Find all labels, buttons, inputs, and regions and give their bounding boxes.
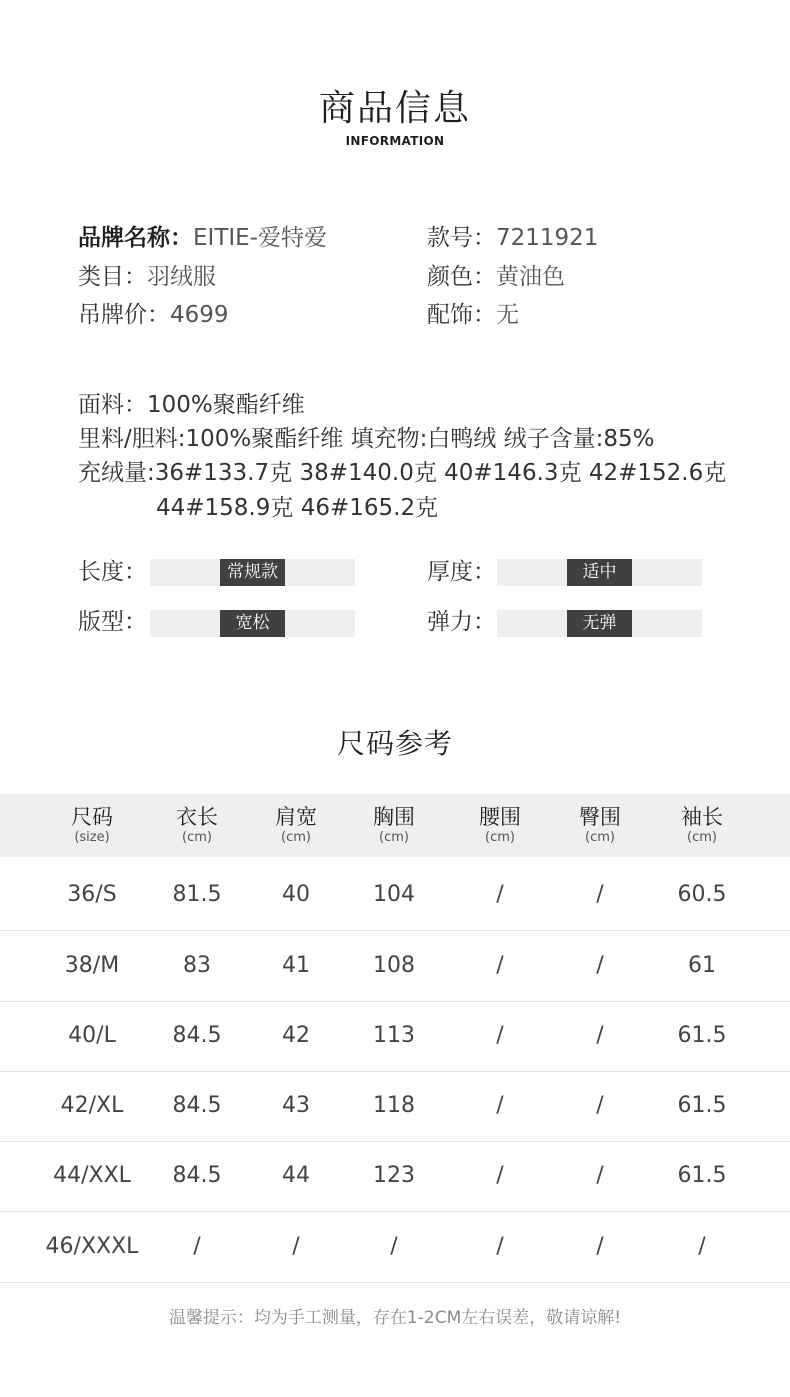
cell-chest: / (390, 1234, 398, 1259)
info-title: 商品信息 (318, 88, 471, 129)
thickness-chip: 适中 (567, 559, 632, 586)
header-sleeve (642, 804, 762, 846)
cell-waist: / (496, 1093, 504, 1118)
price-value: 4699 (170, 302, 229, 328)
cell-waist: / (496, 1163, 504, 1188)
cell-hip: / (596, 1023, 604, 1048)
cell-hip: / (596, 882, 604, 907)
info-subtitle: INFORMATION (345, 134, 445, 148)
cell-waist: / (496, 882, 504, 907)
cell-hip: / (596, 1234, 604, 1259)
elasticity-chip: 无弹 (567, 610, 632, 637)
header-unit: (cm) (687, 830, 717, 845)
style-no-value: 7211921 (496, 225, 599, 251)
table-row (0, 1071, 790, 1142)
header-unit: (cm) (485, 830, 515, 845)
cell-length: 81.5 (172, 882, 222, 907)
cell-waist: / (496, 1023, 504, 1048)
cell-size: 46/XXXL (45, 1234, 139, 1259)
price-key: 吊牌价： (78, 302, 170, 328)
cell-sleeve: 61.5 (677, 1023, 727, 1048)
size-table-header (0, 794, 790, 857)
cell-shoulder: / (292, 1234, 300, 1259)
table-row (0, 931, 790, 1002)
fit-chip: 宽松 (220, 610, 285, 637)
cell-sleeve: 61 (688, 953, 716, 978)
lining-line: 里料/胆料:100%聚酯纤维 填充物:白鸭绒 绒子含量:85% (78, 426, 655, 452)
header-name: 臀围 (579, 805, 621, 829)
style-no-key: 款号： (427, 225, 496, 251)
header-unit: (cm) (281, 830, 311, 845)
fit-bar (150, 610, 355, 637)
color-key: 颜色： (427, 264, 496, 290)
length-chip: 常规款 (220, 559, 285, 586)
cell-chest: 123 (373, 1163, 415, 1188)
cell-sleeve: 61.5 (677, 1093, 727, 1118)
cell-chest: 104 (373, 882, 415, 907)
accessory-row (427, 301, 519, 329)
table-row (0, 1141, 790, 1212)
header-chest (334, 804, 454, 846)
header-name: 袖长 (681, 805, 723, 829)
thickness-bar (497, 559, 702, 586)
brand-row (78, 224, 327, 252)
cell-length: 84.5 (172, 1093, 222, 1118)
cell-length: 84.5 (172, 1163, 222, 1188)
color-row (427, 263, 565, 291)
cell-shoulder: 40 (282, 882, 310, 907)
cell-size: 38/M (64, 953, 120, 978)
cell-shoulder: 44 (282, 1163, 310, 1188)
cell-sleeve: / (698, 1234, 706, 1259)
fill-amount-line: 充绒量:36#133.7克 38#140.0克 40#146.3克 42#152.6克 (78, 460, 727, 486)
cell-sleeve: 61.5 (677, 1163, 727, 1188)
header-name: 肩宽 (275, 805, 317, 829)
cell-size: 40/L (68, 1023, 116, 1048)
header-size (32, 804, 152, 846)
table-row (0, 1212, 790, 1283)
fabric-line: 面料：100%聚酯纤维 (78, 392, 305, 418)
header-unit: (cm) (182, 830, 212, 845)
accessory-key: 配饰： (427, 302, 496, 328)
cell-sleeve: 60.5 (677, 882, 727, 907)
color-value: 黄油色 (496, 264, 565, 290)
cell-shoulder: 43 (282, 1093, 310, 1118)
brand-value: EITIE-爱特爱 (193, 225, 327, 251)
cell-shoulder: 42 (282, 1023, 310, 1048)
cell-chest: 113 (373, 1023, 415, 1048)
fit-label: 版型： (78, 609, 147, 635)
style-no-row (427, 224, 598, 252)
fill-amount-line-2: 44#158.9克 46#165.2克 (156, 495, 439, 521)
header-unit: (cm) (379, 830, 409, 845)
elasticity-bar (497, 610, 702, 637)
header-name: 腰围 (479, 805, 521, 829)
cell-waist: / (496, 953, 504, 978)
price-row (78, 301, 229, 329)
cell-waist: / (496, 1234, 504, 1259)
cell-hip: / (596, 1093, 604, 1118)
header-unit: (cm) (585, 830, 615, 845)
length-bar (150, 559, 355, 586)
length-label: 长度： (78, 559, 147, 585)
header-unit: (size) (74, 830, 110, 845)
cell-hip: / (596, 1163, 604, 1188)
accessory-value: 无 (496, 302, 519, 328)
cell-chest: 118 (373, 1093, 415, 1118)
elasticity-label: 弹力： (427, 609, 496, 635)
header-name: 衣长 (176, 805, 218, 829)
thickness-label: 厚度： (427, 559, 496, 585)
category-row (78, 263, 216, 291)
measurement-tip: 温馨提示：均为手工测量，存在1-2CM左右误差，敬请谅解! (168, 1308, 622, 1328)
table-row (0, 1001, 790, 1072)
table-row (0, 860, 790, 931)
header-name: 尺码 (71, 805, 113, 829)
cell-chest: 108 (373, 953, 415, 978)
cell-hip: / (596, 953, 604, 978)
cell-size: 36/S (67, 882, 117, 907)
cell-size: 44/XXL (53, 1163, 131, 1188)
cell-shoulder: 41 (282, 953, 310, 978)
cell-length: 83 (183, 953, 211, 978)
cell-size: 42/XL (60, 1093, 124, 1118)
cell-length: 84.5 (172, 1023, 222, 1048)
brand-key: 品牌名称： (78, 225, 193, 251)
category-key: 类目： (78, 264, 147, 290)
size-title: 尺码参考 (336, 727, 453, 760)
category-value: 羽绒服 (147, 264, 216, 290)
header-name: 胸围 (373, 805, 415, 829)
cell-length: / (193, 1234, 201, 1259)
